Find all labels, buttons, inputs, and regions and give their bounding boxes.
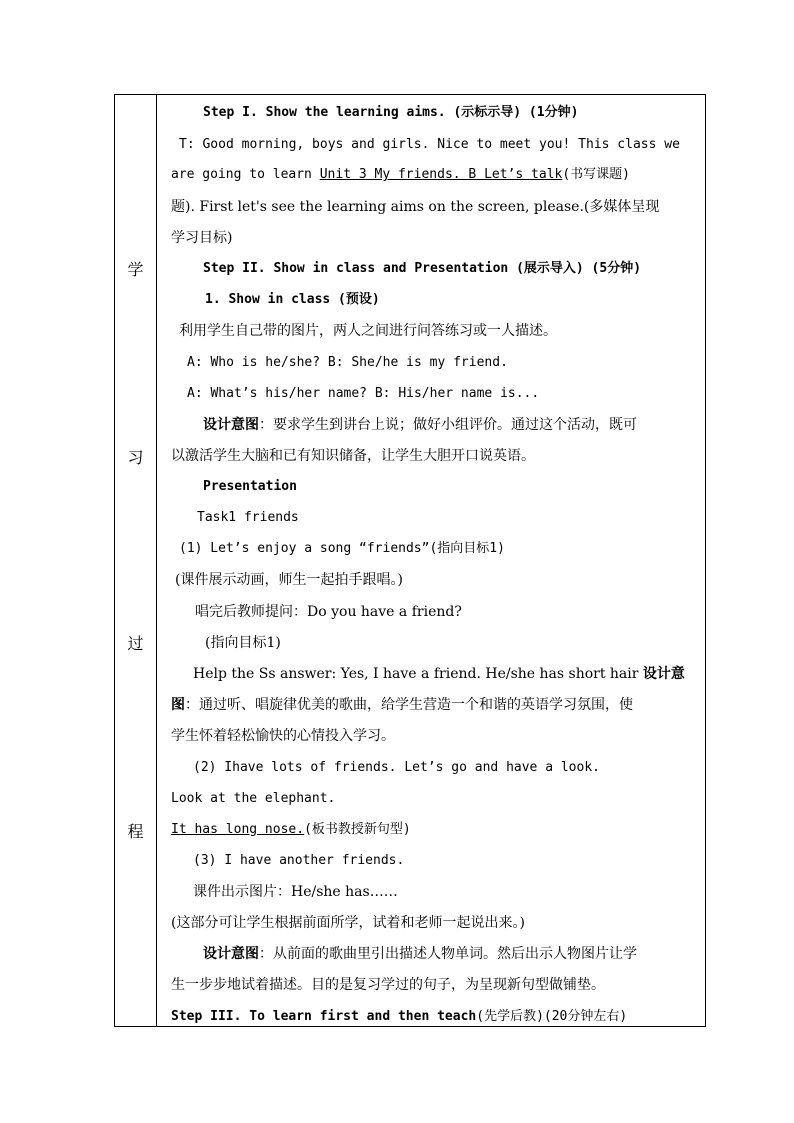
text-segment: 学习目标) xyxy=(171,230,233,246)
text-line xyxy=(157,197,705,217)
text-line xyxy=(157,882,705,902)
lesson-content xyxy=(157,95,705,1026)
text-segment: (先学后教)(20分钟左右) xyxy=(476,1009,628,1024)
text-line xyxy=(157,851,705,871)
text-segment: 1. Show in class (预设) xyxy=(205,292,380,307)
text-segment: T: Good morning, boys and girls. Nice to meet you! This class we xyxy=(179,137,680,152)
text-line xyxy=(157,726,705,746)
text-segment: 唱完后教师提问：Do you have a friend? xyxy=(195,604,462,620)
text-segment: (2) Ihave lots of friends. Let’s go and have a look. xyxy=(193,760,600,775)
text-segment: Look at the elephant. xyxy=(171,791,336,806)
text-segment: 设计意图 xyxy=(203,417,259,433)
text-segment: (书写课题) xyxy=(562,167,631,182)
text-line xyxy=(157,758,705,778)
text-segment: 利用学生自己带的图片，两人之间进行问答练习或一人描述。 xyxy=(179,323,557,339)
text-segment: 图 xyxy=(171,697,185,713)
text-segment: ：从前面的歌曲里引出描述人物单词。然后出示人物图片让学 xyxy=(259,946,637,962)
text-line xyxy=(157,103,705,123)
side-char: 习 xyxy=(127,448,144,467)
text-line xyxy=(157,570,705,590)
text-segment: A: Who is he/she? B: She/he is my friend. xyxy=(187,355,508,370)
text-segment: A: What’s his/her name? B: His/her name is... xyxy=(187,386,540,401)
text-line xyxy=(157,228,705,248)
text-line xyxy=(157,165,705,185)
text-line xyxy=(157,135,705,155)
text-line xyxy=(157,446,705,466)
text-segment: 题). First let's see the learning aims on the screen, please.(多媒体呈现 xyxy=(171,199,660,215)
text-line xyxy=(157,508,705,528)
text-segment: 课件出示图片：He/she has…… xyxy=(193,884,398,900)
text-line xyxy=(157,664,705,684)
side-char: 过 xyxy=(127,634,144,653)
text-segment: 设计意 xyxy=(642,666,685,682)
text-segment: are going to learn xyxy=(171,167,320,182)
text-segment: Step III. To learn first and then teach xyxy=(171,1009,477,1024)
side-char: 程 xyxy=(127,822,144,841)
text-segment: (1) Let’s enjoy a song “friends”(指向目标1) xyxy=(179,541,505,556)
text-segment: 设计意图 xyxy=(203,946,259,962)
text-line xyxy=(157,290,705,310)
text-segment: (板书教授新句型) xyxy=(304,822,411,837)
text-line xyxy=(157,633,705,653)
text-segment: Unit 3 My friends. B Let’s talk xyxy=(319,167,563,182)
text-segment: It has long nose. xyxy=(171,822,305,837)
text-line xyxy=(157,1007,705,1027)
text-segment: Step II. Show in class and Presentation (展示导入) (5分钟) xyxy=(203,261,642,276)
text-line xyxy=(157,477,705,497)
text-line xyxy=(157,384,705,404)
text-segment: 生一步步地试着描述。目的是复习学过的句子，为呈现新句型做铺垫。 xyxy=(171,977,605,993)
text-line xyxy=(157,259,705,279)
text-line xyxy=(157,695,705,715)
text-line xyxy=(157,602,705,622)
text-line xyxy=(157,913,705,933)
text-line xyxy=(157,539,705,559)
text-segment: (这部分可让学生根据前面所学，试着和老师一起说出来。) xyxy=(171,915,525,931)
text-line xyxy=(157,944,705,964)
text-line xyxy=(157,353,705,373)
text-segment: Presentation xyxy=(203,479,297,494)
text-segment: (指向目标1) xyxy=(205,635,281,651)
text-line xyxy=(157,975,705,995)
text-segment: ：通过听、唱旋律优美的歌曲，给学生营造一个和谐的英语学习氛围，使 xyxy=(185,697,633,713)
text-line xyxy=(157,415,705,435)
text-segment: (3) I have another friends. xyxy=(193,853,405,868)
text-line xyxy=(157,789,705,809)
side-char: 学 xyxy=(127,260,144,279)
text-segment: 以激活学生大脑和已有知识储备，让学生大胆开口说英语。 xyxy=(171,448,535,464)
process-label-column xyxy=(115,95,157,1026)
text-segment: Task1 friends xyxy=(197,510,299,525)
text-segment: 学生怀着轻松愉快的心情投入学习。 xyxy=(171,728,395,744)
text-segment: Help the Ss answer: Yes, I have a friend. He/she has short hair xyxy=(193,666,643,682)
lesson-table xyxy=(114,94,706,1027)
text-line xyxy=(157,820,705,840)
text-segment: (课件展示动画，师生一起拍手跟唱。) xyxy=(175,572,403,588)
text-line xyxy=(157,321,705,341)
text-segment: ：要求学生到讲台上说；做好小组评价。通过这个活动，既可 xyxy=(259,417,637,433)
text-segment: Step I. Show the learning aims. (示标示导) (1分钟) xyxy=(203,105,579,120)
